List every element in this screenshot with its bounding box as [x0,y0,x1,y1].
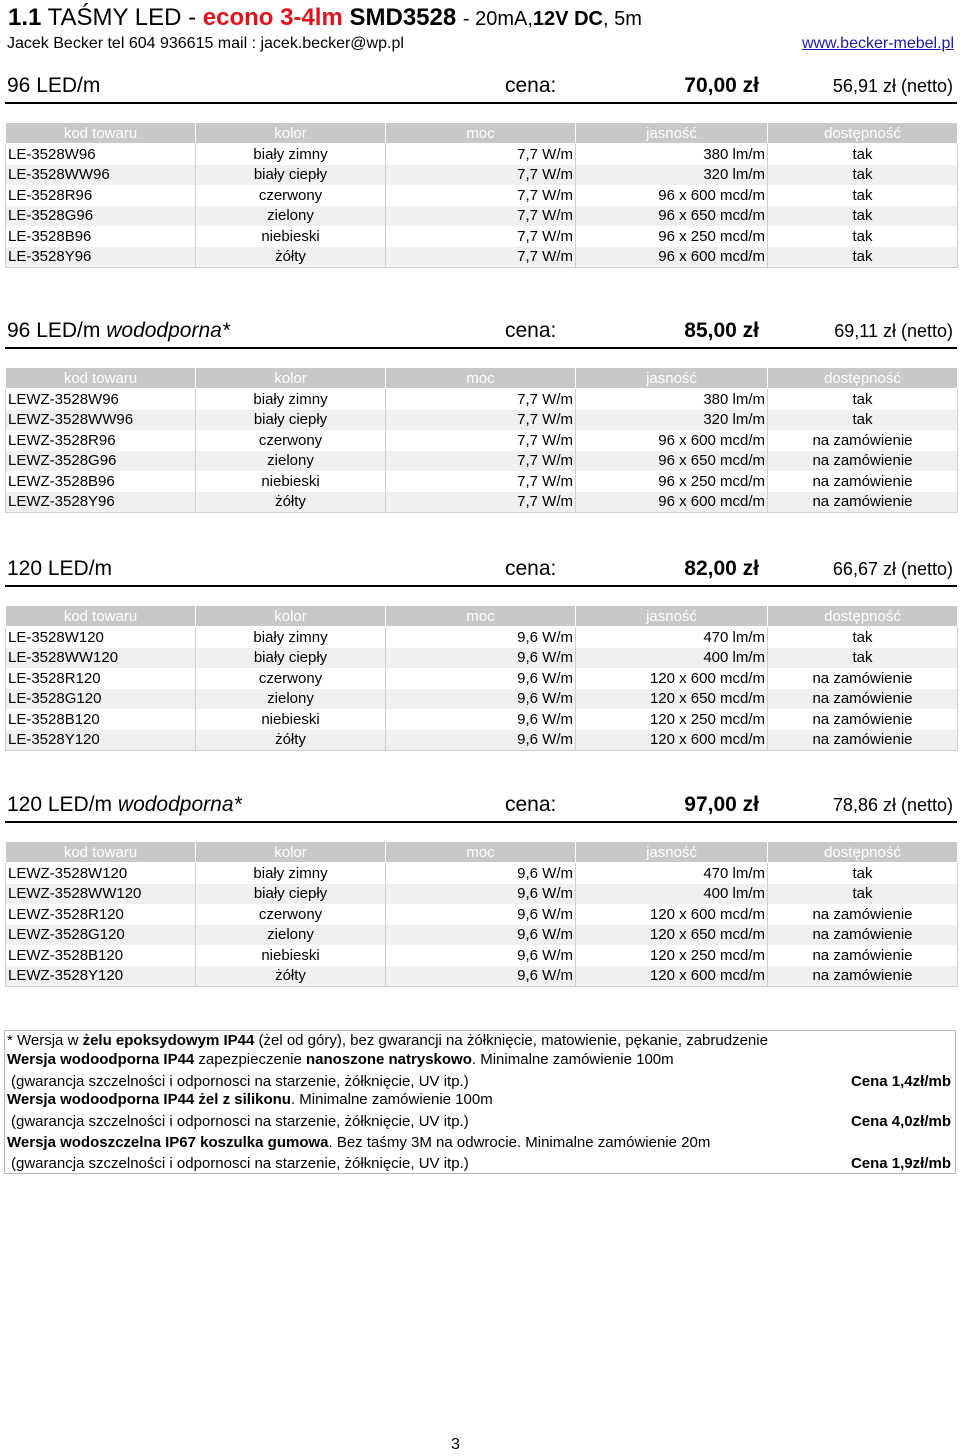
table-cell: 120 x 600 mcd/m [576,904,768,925]
title-econo: econo 3-4lm [202,4,343,31]
table-row [6,730,958,751]
table-cell: LE-3528W120 [6,627,196,648]
table-row [6,389,958,410]
price-net: 66,67 zł (netto) [832,559,953,579]
page-number: 3 [451,1436,460,1453]
note-price-2: Cena 4,0zł/mb [850,1113,951,1130]
table-cell: LE-3528Y120 [6,730,196,751]
table-cell: na zamówienie [768,451,958,472]
table-header-row [6,842,958,863]
table-cell: LE-3528G96 [6,206,196,227]
table-cell: na zamówienie [768,709,958,730]
price-gross: 82,00 zł [684,557,759,580]
table-cell: biały zimny [196,389,386,410]
column-header: kod towaru [6,123,196,144]
table-cell: tak [768,226,958,247]
table-cell: 9,6 W/m [386,627,576,648]
table-cell: 9,6 W/m [386,925,576,946]
column-header: jasność [576,842,768,863]
section-name: 120 LED/m wododporna* [7,793,242,816]
column-header: kod towaru [6,606,196,627]
table-cell: 7,7 W/m [386,185,576,206]
table-cell: tak [768,627,958,648]
table-cell: niebieski [196,226,386,247]
table-row [6,884,958,905]
table-cell: 120 x 250 mcd/m [576,709,768,730]
table-cell: 120 x 600 mcd/m [576,730,768,751]
table-cell: 96 x 600 mcd/m [576,185,768,206]
table-cell: biały zimny [196,144,386,165]
table-cell: 96 x 650 mcd/m [576,206,768,227]
table-row [6,144,958,165]
price-label: cena: [505,557,557,580]
section-header [5,72,957,104]
column-header: kod towaru [6,842,196,863]
table-cell: 96 x 600 mcd/m [576,247,768,268]
table-cell: żółty [196,492,386,513]
table-row [6,904,958,925]
section-number: 1.1 [8,4,42,31]
table-cell: biały ciepły [196,165,386,186]
table-row [6,925,958,946]
table-cell: 96 x 600 mcd/m [576,430,768,451]
table-cell: zielony [196,925,386,946]
note-ip67: Wersja wodoszczelna IP67 koszulka gumowa. Bez taśmy 3M na odwrocie. Minimalne zamówienie 20m [7,1134,711,1151]
table-cell: LE-3528WW120 [6,648,196,669]
table-row [6,471,958,492]
table-cell: żółty [196,730,386,751]
table-header-row [6,606,958,627]
table-cell: tak [768,863,958,884]
table-cell: 120 x 250 mcd/m [576,945,768,966]
note-warranty-1: (gwarancja szczelności i odpornosci na starzenie, żółknięcie, UV itp.) [11,1073,469,1090]
table-cell: zielony [196,451,386,472]
table-cell: niebieski [196,709,386,730]
table-row [6,627,958,648]
price-gross: 85,00 zł [684,319,759,342]
column-header: kolor [196,842,386,863]
product-table [5,605,958,751]
table-cell: LEWZ-3528Y120 [6,966,196,987]
table-cell: 9,6 W/m [386,689,576,710]
section-name: 96 LED/m [7,74,101,97]
column-header: kolor [196,123,386,144]
table-cell: LE-3528Y96 [6,247,196,268]
price-label: cena: [505,793,557,816]
column-header: kolor [196,368,386,389]
table-cell: na zamówienie [768,925,958,946]
title-current: - 20mA, [462,8,533,30]
table-cell: 7,7 W/m [386,492,576,513]
table-cell: 7,7 W/m [386,247,576,268]
table-cell: na zamówienie [768,668,958,689]
table-cell: 400 lm/m [576,884,768,905]
table-cell: na zamówienie [768,730,958,751]
column-header: dostępność [768,842,958,863]
table-cell: 120 x 650 mcd/m [576,689,768,710]
table-cell: 7,7 W/m [386,410,576,431]
table-cell: niebieski [196,945,386,966]
table-row [6,945,958,966]
table-cell: tak [768,185,958,206]
table-cell: LEWZ-3528B120 [6,945,196,966]
table-cell: LE-3528R96 [6,185,196,206]
column-header: moc [386,123,576,144]
table-cell: 9,6 W/m [386,945,576,966]
table-cell: tak [768,410,958,431]
title-smd: SMD3528 [349,4,457,31]
table-cell: 7,7 W/m [386,430,576,451]
table-cell: żółty [196,247,386,268]
table-cell: na zamówienie [768,471,958,492]
table-cell: czerwony [196,904,386,925]
table-cell: na zamówienie [768,945,958,966]
table-row [6,247,958,268]
note-ip44-silicone: Wersja wodoodporna IP44 żel z silikonu. Minimalne zamówienie 100m [7,1091,493,1108]
table-cell: 9,6 W/m [386,648,576,669]
column-header: jasność [576,606,768,627]
note-price-3: Cena 1,9zł/mb [850,1155,951,1172]
column-header: dostępność [768,368,958,389]
table-cell: tak [768,206,958,227]
section-name: 96 LED/m wododporna* [7,319,230,342]
table-cell: 7,7 W/m [386,226,576,247]
table-cell: biały ciepły [196,410,386,431]
table-cell: 120 x 650 mcd/m [576,925,768,946]
price-gross: 97,00 zł [684,793,759,816]
table-cell: 96 x 250 mcd/m [576,471,768,492]
table-cell: czerwony [196,668,386,689]
table-cell: biały ciepły [196,648,386,669]
table-cell: LEWZ-3528R120 [6,904,196,925]
table-cell: 380 lm/m [576,389,768,410]
table-cell: LE-3528R120 [6,668,196,689]
table-row [6,226,958,247]
table-cell: 470 lm/m [576,863,768,884]
table-row [6,648,958,669]
title-text: TAŚMY LED - [47,4,197,31]
table-row [6,492,958,513]
column-header: moc [386,606,576,627]
table-cell: LEWZ-3528R96 [6,430,196,451]
column-header: jasność [576,123,768,144]
price-section [5,791,957,985]
column-header: kolor [196,606,386,627]
note-epoxy: * Wersja w żelu epoksydowym IP44 (żel od góry), bez gwarancji na żółknięcie, matowienie, pękanie, zabrudzenie [7,1032,768,1049]
table-cell: LE-3528WW96 [6,165,196,186]
price-section [5,555,957,749]
product-table [5,841,958,987]
column-header: moc [386,368,576,389]
price-section [5,317,957,511]
table-cell: 320 lm/m [576,410,768,431]
column-header: moc [386,842,576,863]
title-voltage: 12V DC [532,8,603,30]
website-link[interactable]: www.becker-mebel.pl [801,35,954,52]
section-header [5,317,957,349]
table-cell: LEWZ-3528B96 [6,471,196,492]
table-cell: 7,7 W/m [386,144,576,165]
price-net: 69,11 zł (netto) [834,321,953,341]
table-cell: na zamówienie [768,966,958,987]
price-label: cena: [505,319,557,342]
table-row [6,689,958,710]
table-cell: na zamówienie [768,904,958,925]
title-length: , 5m [602,8,642,30]
table-cell: 9,6 W/m [386,668,576,689]
product-table [5,367,958,513]
table-cell: LEWZ-3528Y96 [6,492,196,513]
table-row [6,410,958,431]
table-cell: tak [768,247,958,268]
table-cell: na zamówienie [768,689,958,710]
table-cell: tak [768,648,958,669]
price-label: cena: [505,74,557,97]
note-warranty-2: (gwarancja szczelności i odpornosci na starzenie, żółknięcie, UV itp.) [11,1113,469,1130]
section-name: 120 LED/m [7,557,113,580]
price-net: 78,86 zł (netto) [832,795,953,815]
contact-info: Jacek Becker tel 604 936615 mail : jacek.becker@wp.pl [7,35,404,52]
table-cell: LEWZ-3528WW96 [6,410,196,431]
section-header [5,791,957,823]
table-cell: 9,6 W/m [386,904,576,925]
table-cell: 96 x 650 mcd/m [576,451,768,472]
table-row [6,206,958,227]
table-cell: zielony [196,206,386,227]
table-cell: 120 x 600 mcd/m [576,966,768,987]
table-cell: 96 x 250 mcd/m [576,226,768,247]
table-row [6,668,958,689]
table-row [6,185,958,206]
table-cell: LEWZ-3528G96 [6,451,196,472]
table-cell: 9,6 W/m [386,863,576,884]
note-price-1: Cena 1,4zł/mb [850,1073,951,1090]
table-cell: LE-3528W96 [6,144,196,165]
table-cell: 7,7 W/m [386,389,576,410]
table-row [6,966,958,987]
table-cell: tak [768,884,958,905]
table-cell: żółty [196,966,386,987]
table-cell: na zamówienie [768,492,958,513]
table-cell: 120 x 600 mcd/m [576,668,768,689]
table-cell: 380 lm/m [576,144,768,165]
table-cell: LE-3528B120 [6,709,196,730]
product-table [5,122,958,268]
table-cell: 9,6 W/m [386,884,576,905]
table-row [6,863,958,884]
table-cell: 400 lm/m [576,648,768,669]
table-cell: 9,6 W/m [386,730,576,751]
table-row [6,165,958,186]
column-header: kod towaru [6,368,196,389]
table-cell: LE-3528B96 [6,226,196,247]
table-cell: 9,6 W/m [386,709,576,730]
note-warranty-3: (gwarancja szczelności i odpornosci na starzenie, żółknięcie, UV itp.) [11,1155,469,1172]
price-net: 56,91 zł (netto) [832,76,953,96]
table-row [6,709,958,730]
table-cell: niebieski [196,471,386,492]
column-header: dostępność [768,606,958,627]
table-cell: biały zimny [196,627,386,648]
table-cell: LE-3528G120 [6,689,196,710]
table-cell: czerwony [196,185,386,206]
table-cell: 7,7 W/m [386,451,576,472]
price-section [5,72,957,266]
table-cell: zielony [196,689,386,710]
table-cell: tak [768,389,958,410]
table-cell: 7,7 W/m [386,206,576,227]
table-cell: na zamówienie [768,430,958,451]
table-row [6,430,958,451]
table-cell: 7,7 W/m [386,165,576,186]
note-ip44-spray: Wersja wodoodporna IP44 zapezpieczenie nanoszone natryskowo. Minimalne zamówienie 100m [7,1051,674,1068]
table-cell: 320 lm/m [576,165,768,186]
table-cell: LEWZ-3528W96 [6,389,196,410]
table-cell: tak [768,144,958,165]
price-gross: 70,00 zł [684,74,759,97]
table-cell: biały zimny [196,863,386,884]
table-cell: czerwony [196,430,386,451]
column-header: dostępność [768,123,958,144]
section-header [5,555,957,587]
table-cell: biały ciepły [196,884,386,905]
table-cell: tak [768,165,958,186]
notes-box [4,1030,956,1174]
table-cell: 96 x 600 mcd/m [576,492,768,513]
table-cell: 470 lm/m [576,627,768,648]
table-cell: 7,7 W/m [386,471,576,492]
table-cell: LEWZ-3528G120 [6,925,196,946]
table-cell: LEWZ-3528WW120 [6,884,196,905]
column-header: jasność [576,368,768,389]
page-title [8,4,642,32]
table-cell: LEWZ-3528W120 [6,863,196,884]
table-header-row [6,368,958,389]
table-row [6,451,958,472]
table-header-row [6,123,958,144]
table-cell: 9,6 W/m [386,966,576,987]
